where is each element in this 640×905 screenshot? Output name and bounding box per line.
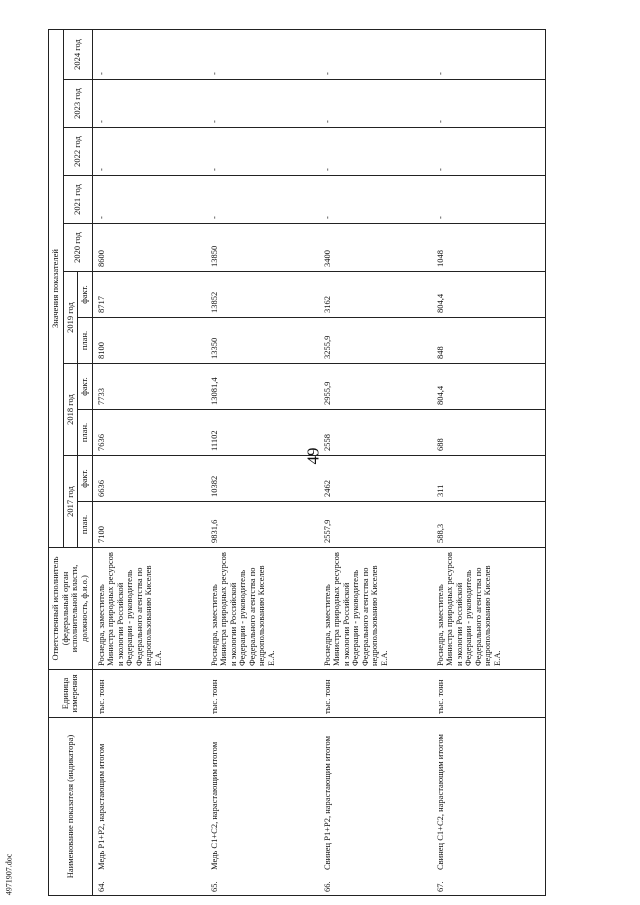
indicator-name-cell bbox=[92, 718, 206, 896]
header-values-group: Значения показателей bbox=[49, 29, 64, 547]
plan-2017-cell: 2557,9 bbox=[319, 502, 432, 548]
fact-2018-cell: 2955,9 bbox=[319, 364, 432, 410]
unit-cell: тыс. тонн bbox=[319, 670, 432, 718]
table-row bbox=[206, 29, 319, 895]
unit-cell: тыс. тонн bbox=[206, 670, 319, 718]
indicators-table bbox=[48, 29, 546, 896]
fact-2018-cell: 13081,4 bbox=[206, 364, 319, 410]
row-number: 65. bbox=[208, 881, 219, 892]
header-year-2019: 2019 год bbox=[63, 272, 78, 364]
header-year-2023: 2023 год bbox=[63, 80, 92, 128]
indicator-name-cell bbox=[206, 718, 319, 896]
value-2020-cell: 3400 bbox=[319, 224, 432, 272]
value-2021-cell: - bbox=[206, 176, 319, 224]
responsible-cell: Роснедра, заместитель Министра природных ресурсов и экологии Российской Федерации - руководитель Федерального агентства по недропользованию Киселев Е.А. bbox=[432, 548, 546, 670]
value-2023-cell: - bbox=[206, 80, 319, 128]
header-plan-2018: план. bbox=[78, 410, 93, 456]
footer-document-code: 4971907.doc bbox=[4, 853, 14, 896]
value-2022-cell: - bbox=[206, 128, 319, 176]
indicator-name: Медь P1+P2, нарастающим итогом bbox=[95, 743, 106, 870]
plan-2018-cell: 11102 bbox=[206, 410, 319, 456]
value-2020-cell: 13850 bbox=[206, 224, 319, 272]
plan-2019-cell: 13350 bbox=[206, 318, 319, 364]
table-row bbox=[92, 29, 206, 895]
unit-cell: тыс. тонн bbox=[92, 670, 206, 718]
fact-2019-cell: 804,4 bbox=[432, 272, 546, 318]
fact-2017-cell: 10382 bbox=[206, 456, 319, 502]
header-fact-2018: факт. bbox=[78, 364, 93, 410]
fact-2018-cell: 804,4 bbox=[432, 364, 546, 410]
value-2022-cell: - bbox=[432, 128, 546, 176]
value-2024-cell: - bbox=[319, 29, 432, 79]
plan-2019-cell: 3255,9 bbox=[319, 318, 432, 364]
page-number: 49 bbox=[303, 447, 323, 465]
plan-2017-cell: 588,3 bbox=[432, 502, 546, 548]
header-year-2020: 2020 год bbox=[63, 224, 92, 272]
plan-2017-cell: 7100 bbox=[92, 502, 206, 548]
plan-2019-cell: 848 bbox=[432, 318, 546, 364]
indicator-name: Свинец P1+P2, нарастающим итогом bbox=[321, 735, 332, 870]
value-2020-cell: 1048 bbox=[432, 224, 546, 272]
header-year-2022: 2022 год bbox=[63, 128, 92, 176]
row-number: 64. bbox=[95, 881, 106, 892]
indicator-name: Свинец C1+C2, нарастающим итогом bbox=[434, 734, 445, 870]
indicator-name-cell bbox=[319, 718, 432, 896]
header-indicator-name: Наименование показателя (индикатора) bbox=[49, 718, 93, 896]
row-number: 66. bbox=[321, 881, 332, 892]
fact-2019-cell: 13852 bbox=[206, 272, 319, 318]
table-row bbox=[432, 29, 546, 895]
table-header bbox=[49, 29, 93, 895]
fact-2017-cell: 6636 bbox=[92, 456, 206, 502]
row-number: 67. bbox=[434, 881, 445, 892]
fact-2019-cell: 8717 bbox=[92, 272, 206, 318]
header-plan-2019: план. bbox=[78, 318, 93, 364]
value-2021-cell: - bbox=[92, 176, 206, 224]
header-plan-2017: план. bbox=[78, 502, 93, 548]
table-row bbox=[319, 29, 432, 895]
value-2021-cell: - bbox=[319, 176, 432, 224]
header-fact-2019: факт. bbox=[78, 272, 93, 318]
value-2023-cell: - bbox=[319, 80, 432, 128]
plan-2018-cell: 7636 bbox=[92, 410, 206, 456]
indicator-name-cell bbox=[432, 718, 546, 896]
responsible-cell: Роснедра, заместитель Министра природных ресурсов и экологии Российской Федерации - руководитель Федерального агентства по недропользованию Киселев Е.А. bbox=[92, 548, 206, 670]
fact-2018-cell: 7733 bbox=[92, 364, 206, 410]
value-2023-cell: - bbox=[92, 80, 206, 128]
header-responsible: Ответственный исполнитель (федеральный орган исполнительной власти, должность, ф.и.о.) bbox=[49, 548, 93, 670]
header-year-2021: 2021 год bbox=[63, 176, 92, 224]
value-2021-cell: - bbox=[432, 176, 546, 224]
value-2023-cell: - bbox=[432, 80, 546, 128]
value-2020-cell: 8600 bbox=[92, 224, 206, 272]
fact-2017-cell: 2462 bbox=[319, 456, 432, 502]
header-fact-2017: факт. bbox=[78, 456, 93, 502]
value-2024-cell: - bbox=[206, 29, 319, 79]
value-2024-cell: - bbox=[92, 29, 206, 79]
plan-2017-cell: 9831,6 bbox=[206, 502, 319, 548]
indicator-name: Медь C1+C2, нарастающим итогом bbox=[208, 741, 219, 870]
header-year-2018: 2018 год bbox=[63, 364, 78, 456]
value-2022-cell: - bbox=[319, 128, 432, 176]
responsible-cell: Роснедра, заместитель Министра природных ресурсов и экологии Российской Федерации - руководитель Федерального агентства по недропользованию Киселев Е.А. bbox=[319, 548, 432, 670]
fact-2017-cell: 311 bbox=[432, 456, 546, 502]
value-2022-cell: - bbox=[92, 128, 206, 176]
header-unit: Единица измерения bbox=[49, 670, 93, 718]
plan-2019-cell: 8100 bbox=[92, 318, 206, 364]
fact-2019-cell: 3162 bbox=[319, 272, 432, 318]
header-year-2017: 2017 год bbox=[63, 456, 78, 548]
unit-cell: тыс. тонн bbox=[432, 670, 546, 718]
responsible-cell: Роснедра, заместитель Министра природных ресурсов и экологии Российской Федерации - руководитель Федерального агентства по недропользованию Киселев Е.А. bbox=[206, 548, 319, 670]
rotated-table-wrapper bbox=[48, 30, 616, 896]
value-2024-cell: - bbox=[432, 29, 546, 79]
table-body bbox=[92, 29, 545, 895]
header-year-2024: 2024 год bbox=[63, 29, 92, 79]
plan-2018-cell: 2558 bbox=[319, 410, 432, 456]
plan-2018-cell: 688 bbox=[432, 410, 546, 456]
